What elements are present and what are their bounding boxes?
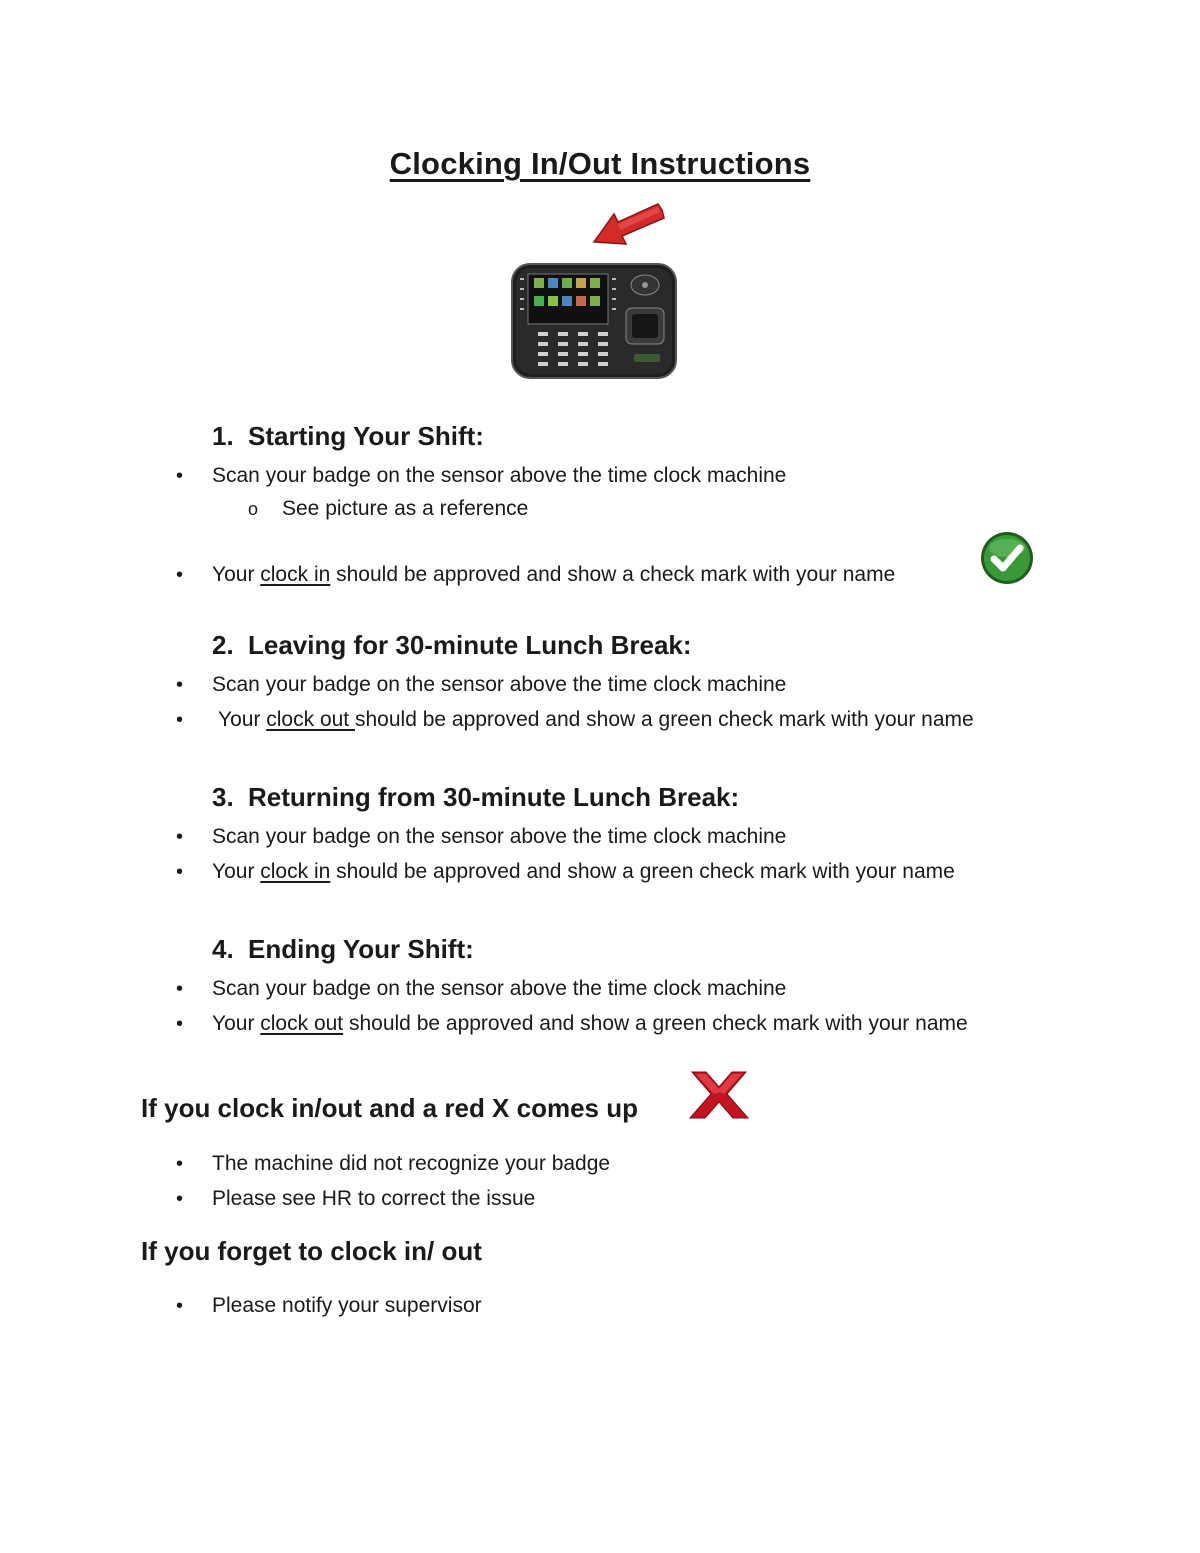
time-clock-machine-image [508,258,680,384]
list-item: • Please notify your supervisor [176,1294,482,1317]
red-x-icon [688,1070,750,1120]
forget-heading: If you forget to clock in/ out [141,1236,482,1266]
list-item: • The machine did not recognize your badge [176,1152,611,1175]
section-heading-starting-shift: 1. Starting Your Shift: [212,421,484,451]
list-item: • Your clock out should be approved and show a green check mark with your name [176,1012,968,1035]
list-item: • Scan your badge on the sensor above the time clock machine [176,464,787,487]
list-item: • Your clock in should be approved and show a check mark with your name [176,563,896,586]
red-arrow-icon [588,200,668,256]
section-heading-leaving-lunch: 2. Leaving for 30-minute Lunch Break: [212,630,692,660]
list-item: • Please see HR to correct the issue [176,1187,536,1210]
green-check-icon [978,530,1036,586]
list-item: • Scan your badge on the sensor above the time clock machine [176,673,787,696]
section-heading-returning-lunch: 3. Returning from 30-minute Lunch Break: [212,782,740,812]
list-item: • Scan your badge on the sensor above the time clock machine [176,825,787,848]
red-x-heading: If you clock in/out and a red X comes up [141,1093,638,1123]
list-item: • Scan your badge on the sensor above the time clock machine [176,977,787,1000]
page-title: Clocking In/Out Instructions [389,146,811,181]
list-item: • Your clock out should be approved and show a green check mark with your name [176,708,974,731]
sub-list-item: o See picture as a reference [248,497,529,520]
list-item: • Your clock in should be approved and show a green check mark with your name [176,860,955,883]
section-heading-ending-shift: 4. Ending Your Shift: [212,934,474,964]
